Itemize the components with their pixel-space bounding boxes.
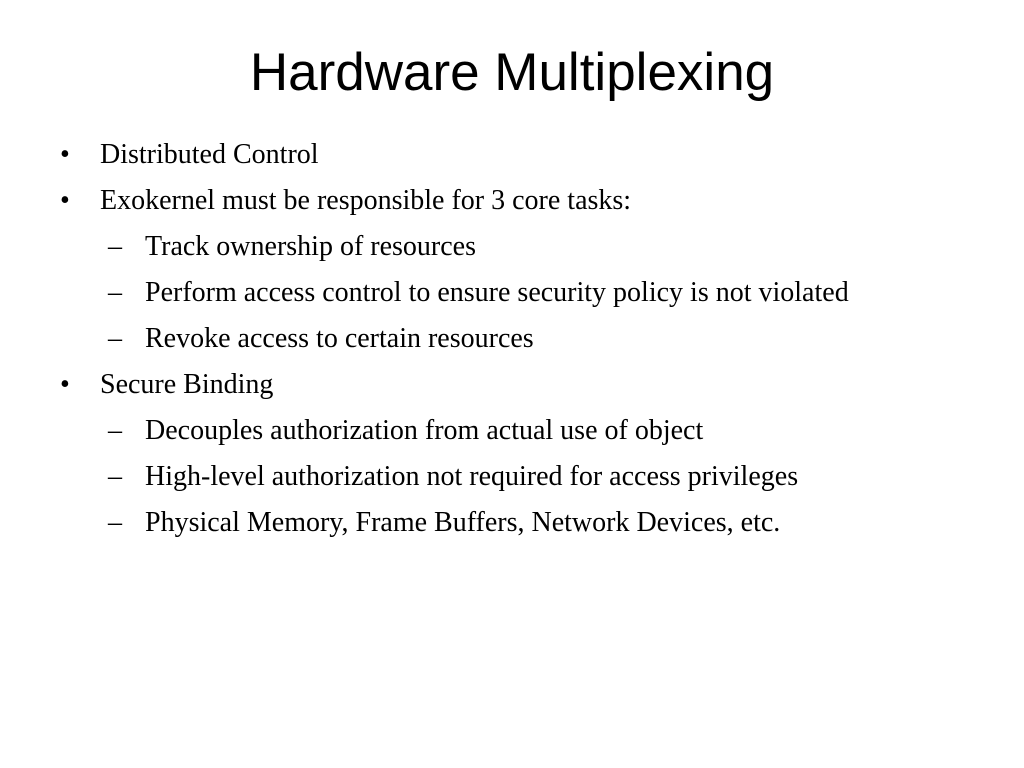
slide-title: Hardware Multiplexing [249, 43, 775, 102]
bullet-item-distributed-control [0, 135, 1024, 181]
sub-bullet-text: Revoke access to certain resources [145, 323, 534, 354]
dash-icon: – [108, 231, 122, 262]
sub-bullet-item-decouples-authorization [0, 411, 1024, 457]
bullet-item-secure-binding [0, 365, 1024, 411]
bullet-icon: • [60, 369, 70, 400]
bullet-text: Exokernel must be responsible for 3 core tasks: [100, 185, 632, 216]
sub-bullet-item-physical-memory [0, 503, 1024, 549]
dash-icon: – [108, 415, 122, 446]
bullet-icon: • [60, 185, 70, 216]
sub-bullet-text: High-level authorization not required for access privileges [145, 461, 799, 492]
sub-bullet-text: Perform access control to ensure security policy is not violated [145, 277, 849, 308]
sub-bullet-item-high-level-authorization [0, 457, 1024, 503]
dash-icon: – [108, 461, 122, 492]
bullet-item-exokernel-tasks [0, 181, 1024, 227]
sub-bullet-item-track-ownership [0, 227, 1024, 273]
bullet-list [0, 135, 1024, 549]
bullet-text: Secure Binding [100, 369, 274, 400]
sub-bullet-item-access-control [0, 273, 1024, 319]
sub-bullet-text: Physical Memory, Frame Buffers, Network Devices, etc. [145, 507, 781, 538]
dash-icon: – [108, 323, 122, 354]
sub-bullet-item-revoke-access [0, 319, 1024, 365]
dash-icon: – [108, 507, 122, 538]
sub-bullet-text: Decouples authorization from actual use of object [145, 415, 704, 446]
bullet-icon: • [60, 139, 70, 170]
bullet-text: Distributed Control [100, 139, 319, 170]
sub-bullet-text: Track ownership of resources [145, 231, 476, 262]
dash-icon: – [108, 277, 122, 308]
